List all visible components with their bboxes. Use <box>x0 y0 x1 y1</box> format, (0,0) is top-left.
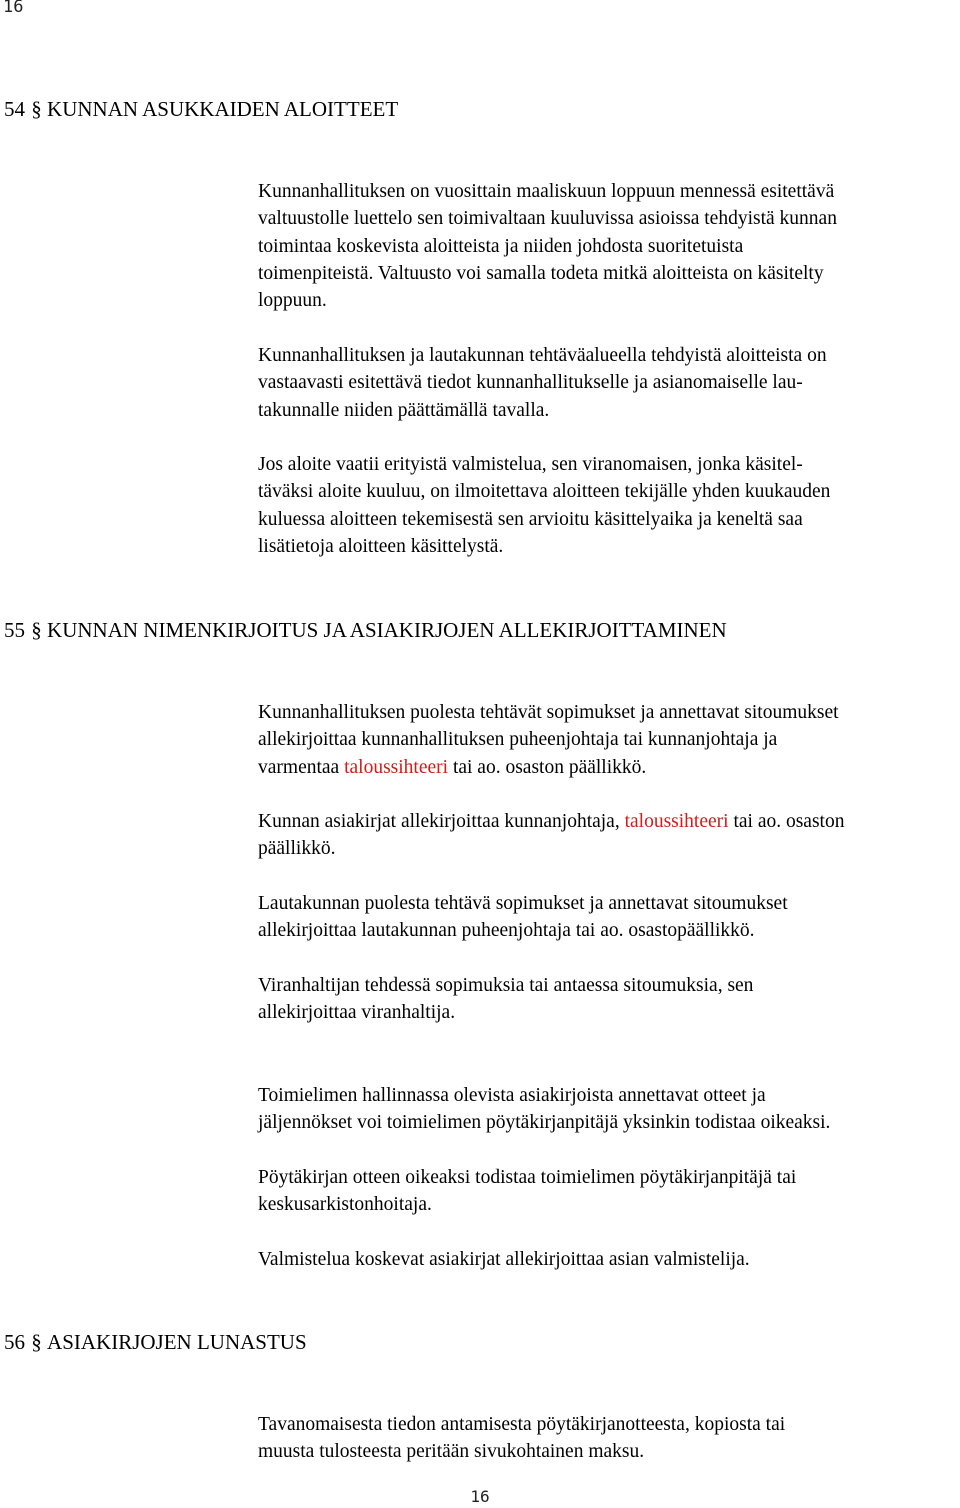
text-line: Toimielimen hallinnassa olevista asiakirjoista annettavat otteet ja <box>258 1085 766 1106</box>
section-55-heading <box>4 617 727 644</box>
text-line: valtuustolle luettelo sen toimivaltaan kuuluvissa asioissa tehdyistä kunnan <box>258 208 837 230</box>
section-number: 55 <box>4 618 25 642</box>
text-line: Kunnanhallituksen ja lautakunnan tehtäväalueella tehdyistä aloitteista on <box>258 345 827 366</box>
text-segment: tai ao. osaston päällikkö. <box>448 756 647 778</box>
section-54-paragraph-3 <box>258 451 958 560</box>
text-line: toimenpiteistä. Valtuusto voi samalla todeta mitkä aloitteista on käsitelty <box>258 262 824 284</box>
text-line: Jos aloite vaatii erityistä valmistelua, sen viranomaisen, jonka käsitel- <box>258 454 803 475</box>
section-number: 54 <box>4 97 25 121</box>
section-symbol: § <box>31 97 42 121</box>
text-line: takunnalle niiden päättämällä tavalla. <box>258 399 550 421</box>
section-55-paragraph-3 <box>258 890 958 945</box>
text-line: allekirjoittaa kunnanhallituksen puheenjohtaja tai kunnanjohtaja ja <box>258 729 778 751</box>
section-54-paragraph-1 <box>258 178 958 314</box>
page-number-bottom: 16 <box>470 1487 490 1506</box>
section-title: KUNNAN NIMENKIRJOITUS JA ASIAKIRJOJEN ALLEKIRJOITTAMINEN <box>47 618 727 642</box>
text-line: keskusarkistonhoitaja. <box>258 1194 432 1216</box>
highlighted-term: taloussihteeri <box>624 811 729 832</box>
text-segment: varmentaa <box>258 756 345 778</box>
section-54-heading <box>4 96 398 123</box>
section-55-paragraph-4 <box>258 972 958 1027</box>
text-line: Tavanomaisesta tiedon antamisesta pöytäkirjanotteesta, kopiosta tai <box>258 1414 786 1435</box>
section-55-paragraph-5 <box>258 1082 958 1137</box>
text-line: vastaavasti esitettävä tiedot kunnanhallitukselle ja asianomaiselle lau- <box>258 372 803 394</box>
text-line: jäljennökset voi toimielimen pöytäkirjanpitäjä yksinkin todistaa oikeaksi. <box>258 1112 831 1134</box>
text-line: Kunnanhallituksen puolesta tehtävät sopimukset ja annettavat sitoumukset <box>258 702 839 723</box>
section-56-heading <box>4 1329 307 1356</box>
section-55-paragraph-2 <box>258 808 958 863</box>
text-line: Kunnanhallituksen on vuosittain maaliskuun loppuun mennessä esitettävä <box>258 181 835 202</box>
section-symbol: § <box>31 618 42 642</box>
section-symbol: § <box>31 1330 42 1354</box>
section-title: ASIAKIRJOJEN LUNASTUS <box>47 1330 307 1354</box>
section-title: KUNNAN ASUKKAIDEN ALOITTEET <box>47 97 399 121</box>
section-55-paragraph-6 <box>258 1164 958 1219</box>
text-segment: tai ao. osaston <box>728 811 845 832</box>
text-line: loppuun. <box>258 290 327 312</box>
text-line: allekirjoittaa lautakunnan puheenjohtaja tai ao. osastopäällikkö. <box>258 920 755 942</box>
text-line: täväksi aloite kuuluu, on ilmoitettava aloitteen tekijälle yhden kuukauden <box>258 481 831 503</box>
text-line: päällikkö. <box>258 838 336 860</box>
section-55-paragraph-7 <box>258 1246 958 1273</box>
section-54-paragraph-2 <box>258 342 958 424</box>
page-number-top: 16 <box>3 0 24 17</box>
text-line: Lautakunnan puolesta tehtävä sopimukset ja annettavat sitoumukset <box>258 893 788 914</box>
text-line: muusta tulosteesta peritään sivukohtainen maksu. <box>258 1441 645 1463</box>
text-line: Viranhaltijan tehdessä sopimuksia tai antaessa sitoumuksia, sen <box>258 975 754 996</box>
section-55-paragraph-1 <box>258 699 958 781</box>
text-segment: Kunnan asiakirjat allekirjoittaa kunnanjohtaja, <box>258 811 625 832</box>
text-line: allekirjoittaa viranhaltija. <box>258 1002 456 1024</box>
text-line: lisätietoja aloitteen käsittelystä. <box>258 535 504 557</box>
text-line: kuluessa aloitteen tekemisestä sen arvioitu käsittelyaika ja keneltä saa <box>258 508 803 530</box>
text-line: Valmistelua koskevat asiakirjat allekirjoittaa asian valmistelija. <box>258 1249 750 1270</box>
text-line: Pöytäkirjan otteen oikeaksi todistaa toimielimen pöytäkirjanpitäjä tai <box>258 1167 797 1188</box>
section-56-paragraph-1 <box>258 1411 958 1466</box>
highlighted-term: taloussihteeri <box>344 756 449 778</box>
text-line: toimintaa koskevista aloitteista ja niiden johdosta suoritetuista <box>258 235 744 257</box>
section-number: 56 <box>4 1330 25 1354</box>
